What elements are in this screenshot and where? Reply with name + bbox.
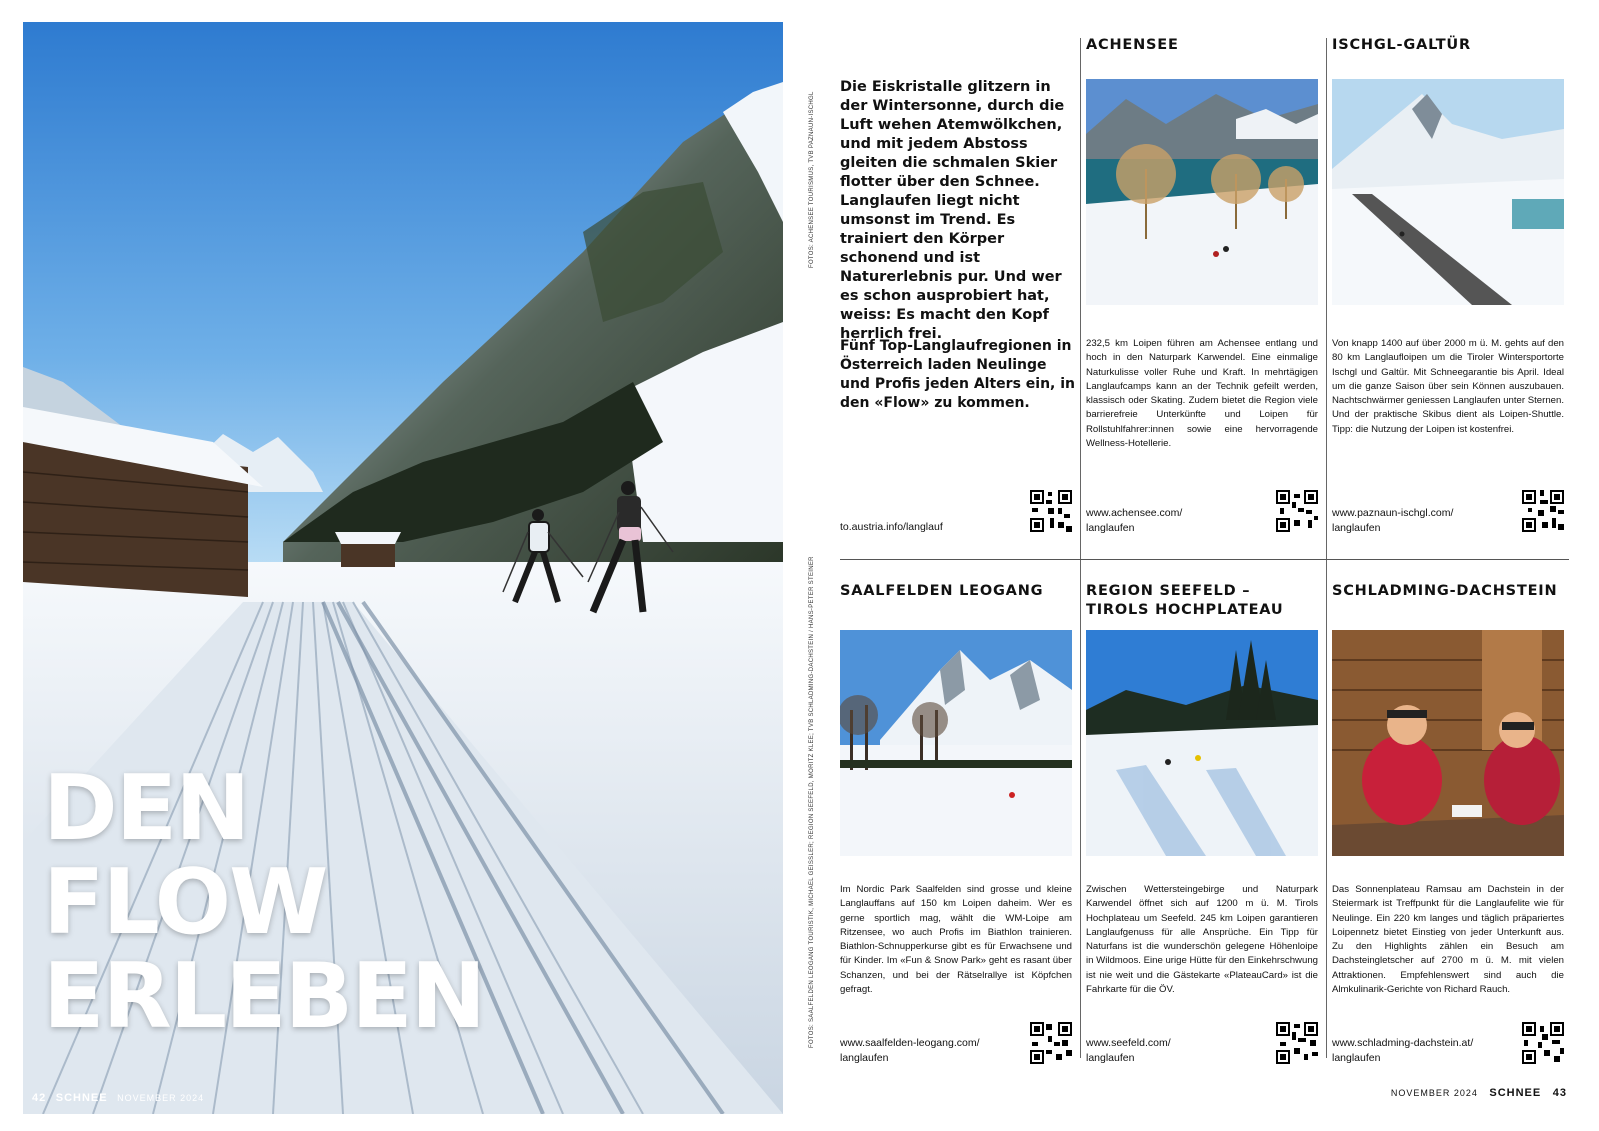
region-link-achensee[interactable] xyxy=(1086,506,1182,536)
qr-code-icon[interactable] xyxy=(1522,1022,1564,1064)
folio-left xyxy=(32,1092,204,1104)
intro-link[interactable]: to.austria.info/langlauf xyxy=(840,521,943,533)
intro-lead: Die Eiskristalle glitzern in der Wintersonne, durch die Luft wehen Atemwölkchen, und mit jedem Abstoss gleiten die schmalen Skier flotter über den Schnee. Langlaufen liegt nicht umsonst im Trend. Es trainiert den Körper schonend und ist Naturerlebnis pur. Und wer es schon ausprobiert hat, weiss: Es macht den Kopf herrlich frei. xyxy=(840,79,1065,342)
photo-achensee xyxy=(1086,79,1318,305)
issue-left: NOVEMBER 2024 xyxy=(117,1093,205,1103)
region-link-seefeld[interactable] xyxy=(1086,1036,1171,1066)
hero-title xyxy=(43,756,485,1049)
region-link-saalfelden-line2: langlaufen xyxy=(840,1052,889,1064)
photo-credit-bottom: FOTOS: SAALFELDEN LEOGANG TOURISTIK, MICHAEL GEISSLER; REGION SEEFELD, MORITZ KLEE; TVB SCHLADMING-DACHSTEIN / HANS-PETER STEINER xyxy=(809,556,815,1048)
region-title-saalfelden: SAALFELDEN LEOGANG xyxy=(840,583,1044,599)
photo-seefeld xyxy=(1086,630,1318,856)
hero-title-line-2: FLOW xyxy=(43,850,327,955)
photo-credit-top: FOTOS: ACHENSEE TOURISMUS, TVB PAZNAUN-ISCHGL xyxy=(809,91,815,268)
region-link-schladming-line2: langlaufen xyxy=(1332,1052,1381,1064)
region-link-schladming-line1: www.schladming-dachstein.at/ xyxy=(1332,1037,1474,1049)
region-link-schladming[interactable] xyxy=(1332,1036,1473,1066)
magazine-name-right: SCHNEE xyxy=(1489,1087,1542,1099)
magazine-name-left: SCHNEE xyxy=(55,1092,108,1104)
intro-subline: Fünf Top-Langlaufregionen in Österreich laden Neulinge und Profis jeden Alters ein, in den «Flow» zu kommen. xyxy=(840,338,1075,411)
page-number-right: 43 xyxy=(1552,1087,1567,1099)
region-link-ischgl-line1: www.paznaun-ischgl.com/ xyxy=(1332,507,1454,519)
region-link-seefeld-line2: langlaufen xyxy=(1086,1052,1135,1064)
photo-schladming xyxy=(1332,630,1564,856)
region-title-seefeld-line2: TIROLS HOCHPLATEAU xyxy=(1086,602,1284,618)
qr-code-icon[interactable] xyxy=(1030,490,1072,532)
folio-right xyxy=(1391,1087,1567,1099)
issue-right: NOVEMBER 2024 xyxy=(1390,1088,1478,1098)
region-link-saalfelden-line1: www.saalfelden-leogang.com/ xyxy=(840,1037,980,1049)
row-divider xyxy=(840,559,1569,560)
qr-code-icon[interactable] xyxy=(1030,1022,1072,1064)
column-divider-1 xyxy=(1080,38,1081,1058)
region-link-achensee-line1: www.achensee.com/ xyxy=(1086,507,1183,519)
region-text-achensee: 232,5 km Loipen führen am Achensee entlang und hoch in den Naturpark Karwendel. Eine einmalige Naturkulisse voller Ruhe und Kraft. In mehrtägigen Langlaufcamps kann an der Technik gefeilt werden, klassisch oder Skating. Zudem bietet die Region viele barrierefreie Unterkünfte und Loipen für Rollstuhlfahrer:innen sowie eine hervorragende Wellness-Hotellerie. xyxy=(1086,338,1318,450)
region-link-ischgl[interactable] xyxy=(1332,506,1453,536)
qr-code-icon[interactable] xyxy=(1276,490,1318,532)
qr-code-icon[interactable] xyxy=(1522,490,1564,532)
photo-ischgl xyxy=(1332,79,1564,305)
region-text-schladming: Das Sonnenplateau Ramsau am Dachstein in der Steiermark ist Treffpunkt für die Langlaufelite wie für Neulinge. Ein 220 km langes und täglich präpariertes Loipennetz bietet Einstieg von jeder Unterkunft aus. Zu den Highlights zählen ein Besuch am Dachsteingletscher auf 2700 m ü. M. mit vielen Attraktionen. Empfehlenswert sind auch die Almkulinarik-Gerichte von Richard Rauch. xyxy=(1332,884,1564,996)
hero-photo xyxy=(23,22,783,1114)
region-title-schladming: SCHLADMING-DACHSTEIN xyxy=(1332,583,1558,599)
hero-title-line-1: DEN xyxy=(43,756,249,861)
region-link-saalfelden[interactable] xyxy=(840,1036,980,1066)
page-number-left: 42 xyxy=(32,1092,47,1104)
region-title-achensee: ACHENSEE xyxy=(1086,37,1179,53)
region-text-ischgl: Von knapp 1400 auf über 2000 m ü. M. gehts auf den 80 km Langlaufloipen um die Tiroler Wintersportorte Ischgl und Galtür. Mit Schneegarantie bis April. Ideal um die ganze Saison über sein Können auszubauen. Nachtschwärmer geniessen Langlaufen unter Sternen. Und der praktische Skibus dient als Loipen-Shuttle. Tipp: die Nutzung der Loipen ist kostenfrei. xyxy=(1332,338,1564,435)
column-divider-2 xyxy=(1326,38,1327,1058)
qr-code-icon[interactable] xyxy=(1276,1022,1318,1064)
region-link-ischgl-line2: langlaufen xyxy=(1332,522,1381,534)
region-link-achensee-line2: langlaufen xyxy=(1086,522,1135,534)
region-link-seefeld-line1: www.seefeld.com/ xyxy=(1086,1037,1171,1049)
hero-title-line-3: ERLEBEN xyxy=(43,944,485,1049)
region-title-seefeld-line1: REGION SEEFELD – xyxy=(1086,583,1251,599)
photo-saalfelden xyxy=(840,630,1072,856)
region-text-seefeld: Zwischen Wettersteingebirge und Naturpark Karwendel öffnet sich auf 1200 m ü. M. Tirols Hochplateau um Seefeld. 245 km Loipen garantieren Langlaufgenuss für alle Ansprüche. Ein Tipp für Naturfans ist die wunderschön gelegene Höhenloipe in Wildmoos. Eine urige Hütte für den Einkehrschwung ist nie weit und die Gästekarte «PlateauCard» ist die Fahrkarte für die ÖV. xyxy=(1086,884,1318,996)
region-title-ischgl: ISCHGL-GALTÜR xyxy=(1332,37,1471,53)
region-text-saalfelden: Im Nordic Park Saalfelden sind grosse und kleine Langlauffans auf 150 km Loipen daheim. Wer es gerne sportlich mag, wählt die WM-Loipe am Ritzensee, wo auch Profis im Biathlon trainieren. Biathlon-Schnupperkurse gibt es für Erwachsene und für Kinder. Im «Fun & Snow Park» geht es rasant über Schanzen, und bei der Rätselrallye ist Köpfchen gefragt. xyxy=(840,884,1072,996)
region-title-seefeld xyxy=(1086,582,1283,620)
